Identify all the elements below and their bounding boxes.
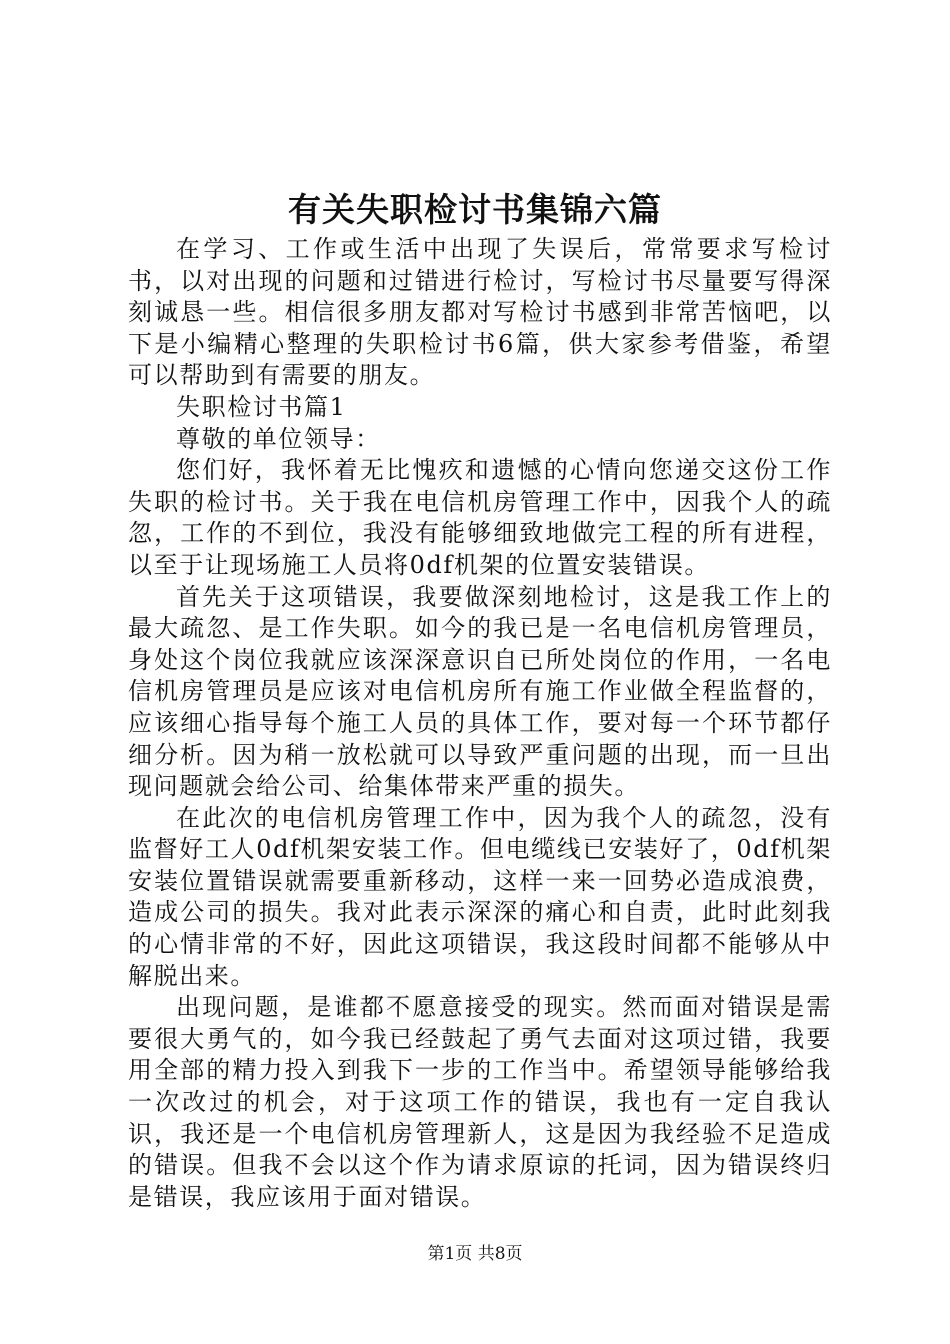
- salutation: 尊敬的单位领导：: [176, 424, 381, 453]
- paragraph: 在此次的电信机房管理工作中，因为我个人的疏忽，没有监督好工人0df机架安装工作。但电缆线已安装好了，0df机架安装位置错误就需要重新移动，这样一来一回势必造成浪费，造成公司的损失。我对此表示深深的痛心和自责，此时此刻我的心情非常的不好，因此这项错误，我这段时间都不能够从中解脱出来。: [128, 803, 832, 990]
- section-heading: 失职检讨书篇1: [176, 392, 347, 421]
- document-title: 有关失职检讨书集锦六篇: [288, 190, 662, 229]
- page-number-footer: 第1页 共8页: [427, 1244, 523, 1264]
- paragraph: 您们好，我怀着无比愧疚和遗憾的心情向您递交这份工作失职的检讨书。关于我在电信机房管理工作中，因我个人的疏忽，工作的不到位，我没有能够细致地做完工程的所有进程，以至于让现场施工人员将0df机架的位置安装错误。: [128, 456, 832, 579]
- paragraph: 出现问题，是谁都不愿意接受的现实。然而面对错误是需要很大勇气的，如今我已经鼓起了勇气去面对这项过错，我要用全部的精力投入到我下一步的工作当中。希望领导能够给我一次改过的机会，对于这项工作的错误，我也有一定自我认识，我还是一个电信机房管理新人，这是因为我经验不足造成的错误。但我不会以这个作为请求原谅的托词，因为错误终归是错误，我应该用于面对错误。: [128, 993, 832, 1211]
- paragraph-intro: 在学习、工作或生活中出现了失误后，常常要求写检讨书，以对出现的问题和过错进行检讨，写检讨书尽量要写得深刻诚恳一些。相信很多朋友都对写检讨书感到非常苦恼吧，以下是小编精心整理的失职检讨书6篇，供大家参考借鉴，希望可以帮助到有需要的朋友。: [128, 235, 832, 390]
- document-body: [128, 234, 832, 1213]
- paragraph: 首先关于这项错误，我要做深刻地检讨，这是我工作上的最大疏忽、是工作失职。如今的我已是一名电信机房管理员，身处这个岗位我就应该深深意识自已所处岗位的作用，一名电信机房管理员是应该对电信机房所有施工作业做全程监督的，应该细心指导每个施工人员的具体工作，要对每一个环节都仔细分析。因为稍一放松就可以导致严重问题的出现，而一旦出现问题就会给公司、给集体带来严重的损失。: [128, 582, 832, 801]
